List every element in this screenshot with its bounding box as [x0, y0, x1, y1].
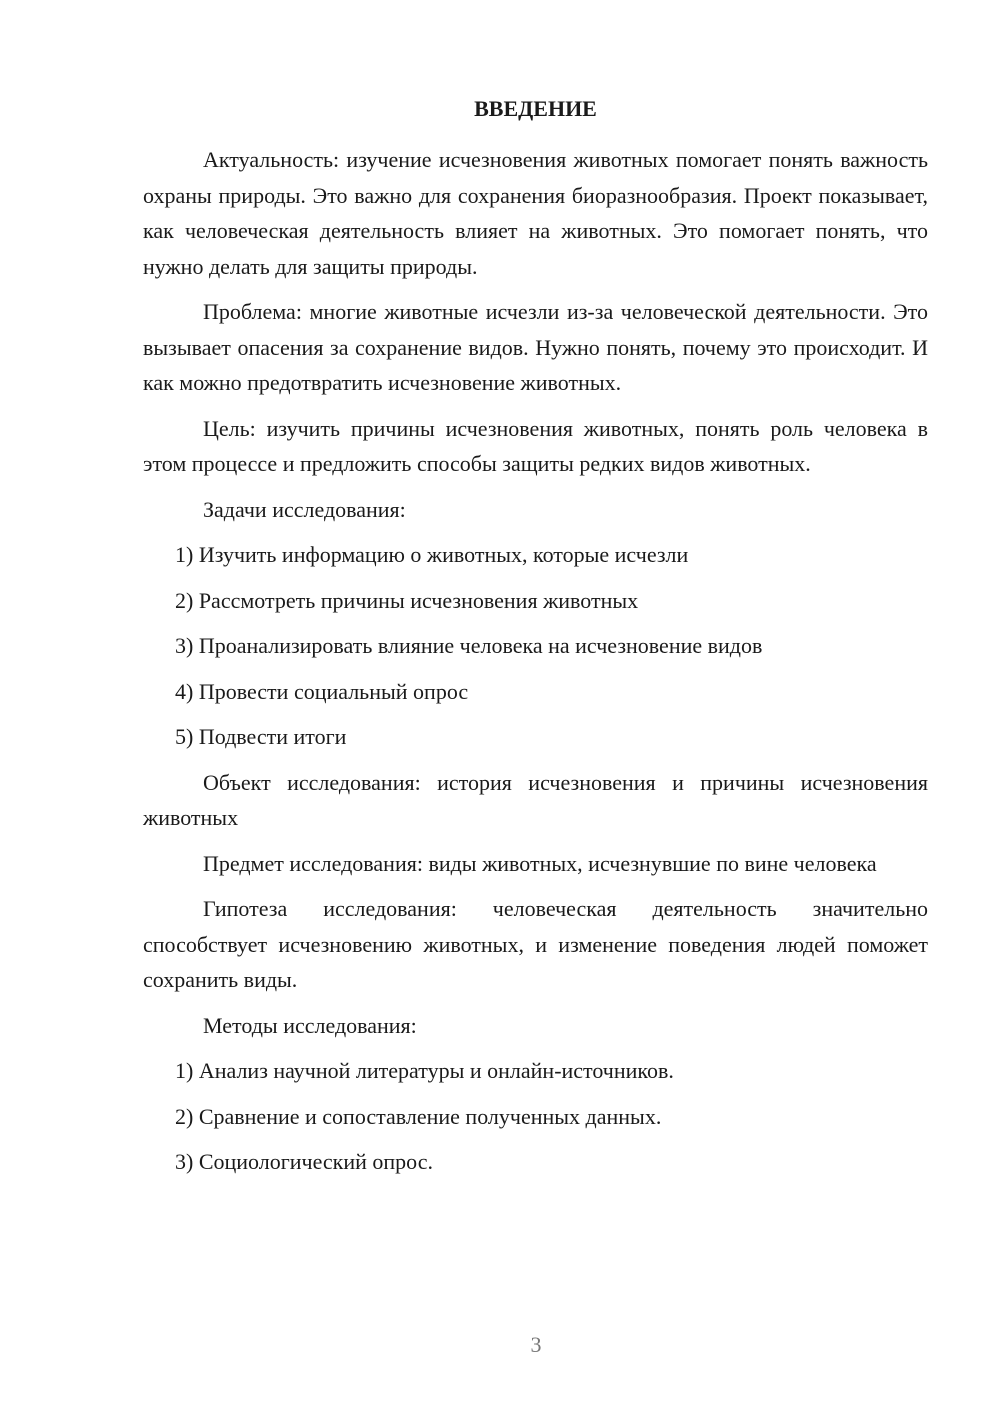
- relevance-paragraph: Актуальность: изучение исчезновения животных помогает понять важность охраны природы. Это важно для сохранения биоразнообразия. Проект показывает, как человеческая деятельность влияет на животных. Это помогает понять, что нужно делать для защиты природы.: [143, 147, 928, 279]
- goal-paragraph: Цель: изучить причины исчезновения животных, понять роль человека в этом процессе и предложить способы защиты редких видов животных.: [143, 415, 928, 476]
- hypothesis-paragraph: Гипотеза исследования: человеческая деятельность значительно способствует исчезновению животных, и изменение поведения людей поможет сохранить виды.: [143, 896, 928, 992]
- list-item: 1) Анализ научной литературы и онлайн-источников.: [175, 1058, 674, 1083]
- list-item: 4) Провести социальный опрос: [175, 678, 469, 704]
- subject-paragraph: Предмет исследования: виды животных, исчезнувшие по вине человека: [203, 850, 877, 876]
- list-item: 3) Социологический опрос.: [175, 1149, 433, 1174]
- page-title: ВВЕДЕНИЕ: [474, 96, 597, 121]
- document-page: [143, 92, 928, 1190]
- tasks-list: [143, 537, 928, 755]
- tasks-heading: Задачи исследования:: [203, 496, 406, 522]
- page-number: 3: [530, 1332, 542, 1357]
- list-item: 3) Проанализировать влияние человека на исчезновение видов: [175, 633, 763, 658]
- object-paragraph: Объект исследования: история исчезновения и причины исчезновения животных: [143, 769, 928, 830]
- methods-list: [143, 1053, 928, 1180]
- list-item: 5) Подвести итоги: [175, 724, 347, 749]
- methods-heading: Методы исследования:: [203, 1012, 417, 1038]
- list-item: 1) Изучить информацию о животных, которые исчезли: [175, 542, 689, 567]
- list-item: 2) Рассмотреть причины исчезновения животных: [175, 587, 639, 613]
- list-item: 2) Сравнение и сопоставление полученных данных.: [175, 1103, 662, 1129]
- problem-paragraph: Проблема: многие животные исчезли из-за человеческой деятельности. Это вызывает опасения за сохранение видов. Нужно понять, почему это происходит. И как можно предотвратить исчезновение животных.: [143, 299, 928, 395]
